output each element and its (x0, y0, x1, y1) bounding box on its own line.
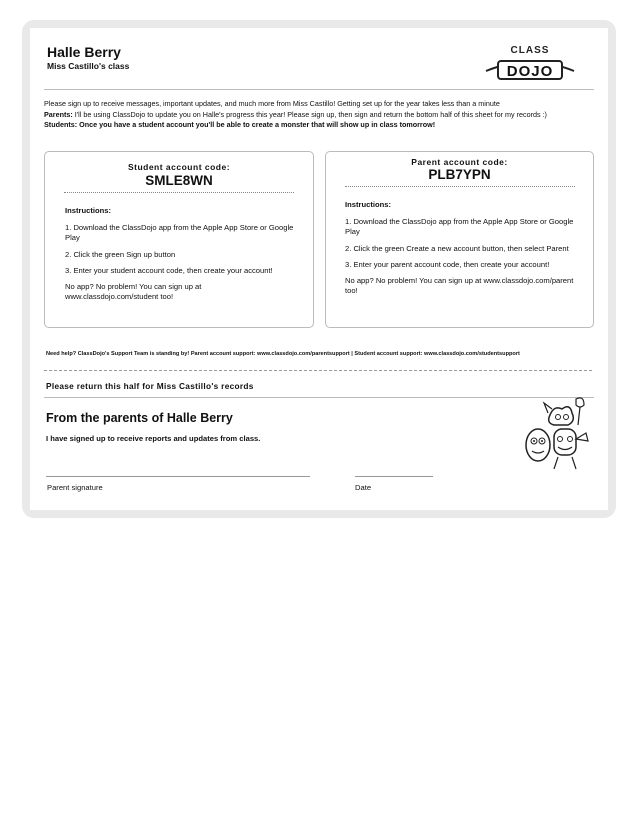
parents-label: Parents: (44, 109, 73, 119)
student-code: SMLE8WN (145, 173, 213, 188)
header-divider (44, 89, 594, 90)
parent-instructions-heading: Instructions: (345, 200, 391, 209)
student-step-2: 2. Click the green Sign up button (65, 249, 176, 259)
student-code-title: Student account code: (127, 162, 231, 172)
intro-students: Students: Once you have a student account you'll be able to create a monster that will show up in class tomorrow! (44, 120, 436, 129)
return-divider (44, 397, 594, 398)
parent-code-title: Parent account code: (411, 157, 508, 167)
signature-line[interactable] (46, 476, 310, 477)
student-instructions (65, 206, 295, 308)
return-text: Please return this half for Miss Castillo's records (46, 381, 254, 391)
date-line[interactable] (355, 476, 433, 477)
signature-label: Parent signature (47, 483, 103, 492)
parent-divider (345, 186, 575, 187)
student-noapp: No app? No problem! You can sign up at www.classdojo.com/student too! (65, 282, 202, 302)
logo-bottom-text: DOJO (506, 63, 554, 80)
logo-top-text: CLASS (510, 45, 550, 56)
parent-step-3: 3. Enter your parent account code, then create your account! (345, 259, 550, 269)
parent-noapp: No app? No problem! You can sign up at www.classdojo.com/parent too! (345, 276, 574, 296)
monsters-illustration (514, 395, 594, 475)
parent-code: PLB7YPN (428, 167, 491, 182)
intro-line: Please sign up to receive messages, important updates, and much more from Miss Castillo! Getting set up for the year takes less than a minute (44, 99, 500, 108)
parents-text: I'll be using ClassDojo to update you on Halle's progress this year! Please sign up, then sign and return the bottom half of this sheet for my records :) (74, 109, 547, 119)
student-instructions-heading: Instructions: (65, 206, 111, 215)
date-label: Date (355, 483, 372, 492)
cut-line (44, 370, 592, 371)
classdojo-logo (482, 41, 578, 83)
help-text: Need help? ClassDojo's Support Team is standing by! Parent account support: www.classdojo.com/parentsupport | Student account support: www.classdojo.com/studentsupport (46, 351, 520, 357)
signed-up-statement: I have signed up to receive reports and updates from class. (46, 434, 261, 443)
intro-text (44, 99, 600, 131)
from-parents-heading: From the parents of Halle Berry (46, 411, 233, 425)
student-divider (64, 192, 294, 193)
class-name: Miss Castillo's class (47, 61, 130, 71)
student-step-3: 3. Enter your student account code, then create your account! (65, 265, 273, 275)
parent-step-1: 1. Download the ClassDojo app from the Apple App Store or Google Play (345, 217, 574, 237)
intro-parents (44, 110, 600, 121)
student-step-1: 1. Download the ClassDojo app from the Apple App Store or Google Play (65, 223, 294, 243)
parent-instructions (345, 200, 577, 302)
student-name: Halle Berry (47, 44, 121, 60)
parent-step-2: 2. Click the green Create a new account button, then select Parent (345, 243, 569, 253)
